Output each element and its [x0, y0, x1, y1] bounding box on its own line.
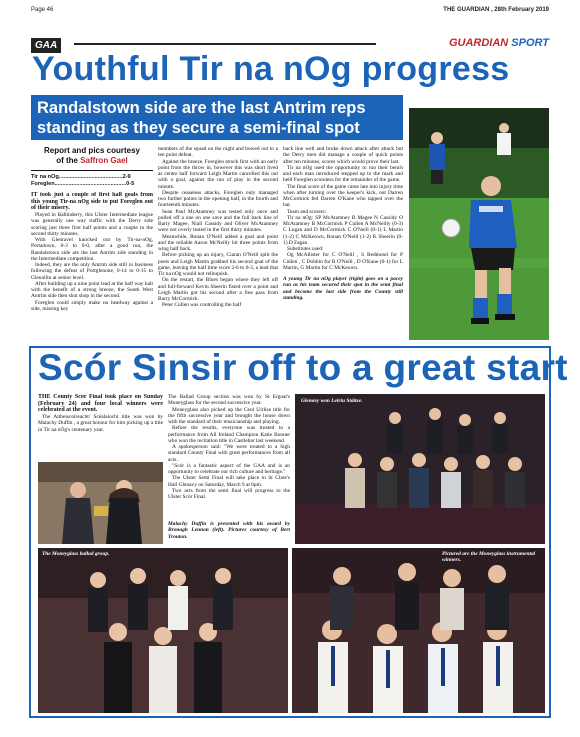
paragraph: Indeed, they are the only Antrim side still in business following the defeat of Portglenone, 0-14 to 0-15 to Glenullin at senior level.	[31, 262, 153, 281]
paragraph: Team and scorers:	[287, 208, 327, 215]
paragraph: Sean Paul McAtamney was tested only once and pulled off a one on one save and the full back line of Barry Magee, Niall Cassidy and Oliver McAtamney were not overly tested in the first thirty minutes.	[158, 208, 278, 234]
glenavy-caption: Glenavy won Leiriu Stáitse.	[301, 398, 363, 404]
byline-rule	[31, 170, 153, 171]
paragraph: back line well and broke down attack after attack but the Derry men did manage a couple of quick points after ten minutes, scores which would prove their last.	[283, 146, 403, 165]
ballad-photo-art	[38, 548, 288, 713]
glenavy-photo-art	[295, 394, 545, 544]
story1-column-3	[283, 146, 403, 338]
byline-line-2: of the Saffron Gael	[56, 156, 128, 165]
masthead-rule	[74, 43, 376, 45]
paragraph: Og McAllister for C O'Neill , S Redmond for P Cullen , C Dobbin for R O'Neill , D O'Kane (0-1) for L Martin, G Martin for C McKeown.	[283, 252, 403, 271]
ballad-caption: The Moneyglass ballad group.	[42, 551, 110, 557]
paragraph: After building up a nine point lead at the half way halt with the benefit of a strong breeze, the South West Antrim side then shut shop in the second.	[31, 280, 153, 300]
paragraph: The Ulster Semi Final will take place in St Clare's Hall Glenavy on Saturday, March 9 at 6pm.	[168, 475, 290, 488]
story2-column-1	[38, 394, 163, 460]
strapline-line-2: standing as they secure a semi-final spot	[37, 119, 360, 137]
paragraph: Foreglen could simply make no headway against a side, missing key	[31, 299, 153, 312]
paragraph: With Glenravel knocked out by Tir-na-nOg, Portadown, 0-3 to 0-0, after a good run, the Randalstown side are the last Antrim side standing in the Intermediate competition.	[31, 237, 153, 262]
story1-column-1	[31, 192, 153, 338]
football-photo	[409, 108, 549, 340]
page-number: Page 46	[31, 7, 54, 13]
score-tir-na-nog: Tir na nOg.........................................2-9	[31, 174, 131, 180]
score-foreglen: Foreglen..............................................0-5	[31, 181, 135, 187]
story1-headline: Youthful Tir na nOg progress	[32, 50, 510, 88]
story1-strapline	[31, 95, 403, 140]
instrumental-caption: Pictured are the Moneyglass instrumental winners.	[442, 551, 536, 564]
byline	[31, 146, 153, 166]
malachy-caption-text: Malachy Duffin is presented with his award by Bronagh Lennon (left). Pictures courtesy of Bert Trouton.	[168, 521, 290, 540]
ballad-group-photo	[38, 548, 288, 713]
paragraph: On the restart, the Blues began where they left off and full-forward Kevin Sheerin fisted over a point and Leigh Martin got his second after a fine pass from Barry McCormick.	[158, 277, 278, 302]
paper-date: THE GUARDIAN , 28th February 2019	[443, 7, 549, 13]
story1-column-2	[158, 146, 278, 338]
story2-column-2	[168, 394, 290, 520]
story2-lead: THE County Scór Final took place on Sunday (February 24) and four local winners were celebrated at the event.	[38, 394, 163, 414]
story1-lead: IT took just a couple of first half goals from this young Tir-na nOg side to put Foreglen out of their misery.	[31, 192, 153, 212]
paragraph: Tir na nOg used the opportunity to run their bench and each man introduced stepped up to the mark and held Foreglen scoreless for the remainder of the game.	[283, 164, 403, 184]
paragraph: Substitutes used:	[287, 246, 324, 252]
paragraph: Tir na nOg: SP McAtamney B Magee N Cassidy O McAtamney B McCormick P Cullen A McNeilly (0-3) C Logan and D McCormick C O'Neill (0-1) L Martin (1-2) C McKeown, Ronan O'Neill (1-2) K Sheerin (0-1) D Fagan	[283, 214, 403, 246]
malachy-caption	[168, 521, 290, 545]
paragraph: A spokesperson said: "We were treated to a high standard County Final with great performances from all acts.	[168, 444, 290, 463]
paragraph: Two acts from the semi final will progress to the Ulster Scór Final.	[168, 487, 290, 500]
paragraph: The Ballad Group section was won by St Ergnat's Moneyglass for the second successive year.	[168, 394, 290, 407]
instrumental-photo-art	[292, 548, 545, 713]
paragraph: The final score of the game came late into injury time when after turning over the keeper's kick, out Darren McCormick fed Darren O'Kane who tapped over the bar.	[283, 183, 403, 209]
byline-line-1: Report and pics courtesy	[43, 146, 141, 155]
paragraph: Moneyglass also picked up the Ceol Uirlise title for the fifth successive year and brought the house down with the standard of their musicianship and playing.	[168, 406, 290, 425]
paragraph: Before the results, everyone was treated to a performance from All Ireland Champion Katie Bonner who won the recitation title in Castlebar last weekend.	[168, 425, 290, 444]
scoreline	[31, 174, 153, 188]
paragraph: Peter Cullen was controlling the half	[162, 302, 242, 309]
gaa-logo: GAA	[31, 38, 61, 53]
malachy-duffin-photo	[38, 462, 163, 544]
glenavy-photo	[295, 394, 545, 544]
instrumental-winners-photo	[292, 548, 545, 713]
paragraph: Before picking up an injury, Ciaran O'Neill split the posts and Leigh Martin grabbed his second goal of the game, leaving the half time score 2-6 to 0-3, a lead that Tir na nOg would not relinquish.	[158, 252, 278, 277]
guardian-sport-logo: GUARDIAN SPORT	[448, 37, 549, 49]
paragraph: Despite ceaseless attacks, Foreglen only managed two further points in the opening half, in the fourth and fourteenth minutes.	[158, 189, 278, 209]
paragraph: members of the squad on the night and bowed out to a ten point defeat.	[158, 146, 278, 159]
strapline-line-1: Randalstown side are the last Antrim reps	[37, 99, 366, 117]
paragraph: The Aitheiscoireacht/ Scéalaíocht title was won by Malachy Duffin , a great honour for him picking up a title in Tír na nÓg's centenary year.	[38, 414, 163, 433]
football-photo-art	[409, 108, 549, 340]
malachy-photo-art	[38, 462, 163, 544]
story2-headline: Scór Sinsir off to a great start	[38, 347, 568, 388]
paragraph: Played in Ballinderry, this Ulster Intermediate league was generally one way traffic with the Derry side scoring just three first half points and a couple in the second thirty minutes.	[31, 212, 153, 237]
paragraph: Meanwhile, Ronan O'Neill added a goal and point and the reliable Aaron McNeilly hit three points from wing half back.	[158, 233, 278, 252]
photo-caption: A young Tir na nOg player (right) goes on a pacey run as his team secured their spot in the semi final and become the last side from the County still standing.	[283, 276, 403, 301]
paragraph: "Scór is a fantastic aspect of the GAA and is an opportunity to celebrate our rich culture and heritage."	[168, 462, 290, 475]
paragraph: Against the breeze, Foreglen struck first with an early point from the throw in, however this was short lived as centre half forward Leigh Martin cancelled this out with a goal, against the run of play in the second minute.	[158, 158, 278, 190]
